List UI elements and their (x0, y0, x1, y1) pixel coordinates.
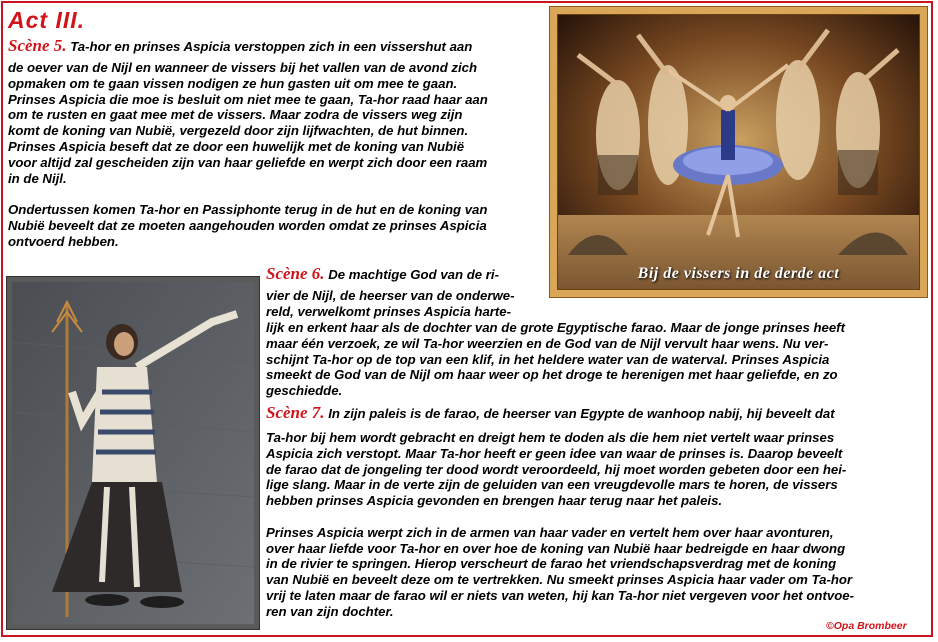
scene5-line: Nubië beveelt dat ze moeten aangehouden worden omdat ze prinses Aspicia (8, 217, 487, 233)
scene6-line: smeekt de God van de Nijl om haar weer op het droge te herenigen met haar geliefde, en zo (266, 367, 838, 383)
scene7-line: Aspicia zich verstopt. Maar Ta-hor heeft er geen idee van waar de prinses is. Daarop beveelt (266, 445, 843, 461)
scene7-line: hebben prinses Aspicia gevonden en brengen haar terug naar het paleis. (266, 493, 723, 509)
scene5-label: Scène 5. (8, 36, 67, 55)
scene6-line: geschiedde. (266, 383, 343, 399)
scene5-line-0: Ta-hor en prinses Aspicia verstoppen zich in een vissershut aan (70, 39, 473, 54)
scene6-text (266, 320, 845, 399)
copyright-text: ©Opa Brombeer (826, 620, 907, 632)
scene7-line: vrij te laten maar de farao wil er niets van weten, hij kan Ta-hor niet vergeven voor het ontvoe- (266, 587, 854, 603)
scene6-first-text: De machtige God van de ri- (328, 267, 499, 282)
ballet-photo (549, 6, 928, 298)
scene7-line: ren van zijn dochter. (266, 603, 394, 619)
scene5-line: in de Nijl. (8, 170, 67, 186)
scene5-line (8, 186, 488, 202)
scene5-line: opmaken om te gaan vissen nodigen ze hun gasten uit om mee te gaan. (8, 75, 458, 91)
scene5-line: Ondertussen komen Ta-hor en Passiphonte terug in de hut en de koning van (8, 202, 488, 218)
scene7-first-text: In zijn paleis is de farao, de heerser van Egypte de wanhoop nabij, hij beveelt dat (328, 406, 835, 421)
scene7-label: Scène 7. (266, 403, 325, 422)
scene6-first-line (266, 266, 499, 283)
scene7-line: de farao dat de jongeling ter dood wordt veroordeeld, hij moet worden gebeten door een hei- (266, 461, 847, 477)
scene5-line: om te rusten en gaat mee met de vissers. Maar zodra de vissers weg zijn (8, 107, 463, 123)
scene5-line: de oever van de Nijl en wanneer de vissers bij het vallen van de avond zich (8, 60, 478, 75)
scene6-line: maar één verzoek, ze wil Ta-hor weerzien en de God van de Nijl vervult haar wens. Nu ver- (266, 335, 829, 351)
scene6-label: Scène 6. (266, 264, 325, 283)
scene7-first-line (266, 405, 835, 422)
scene5-text (8, 60, 488, 250)
scene6-line: lijk en erkent haar als de dochter van de grote Egyptische farao. Maar de jonge prinses heeft (266, 320, 845, 335)
scene5-line: voor altijd zal gescheiden zijn van haar geliefde en werpt zich door een raam (8, 154, 488, 170)
scene7-line: over haar liefde voor Ta-hor en over hoe de koning van Nubië haar bedreigde en haar dwong (266, 540, 846, 556)
scene7-line: Ta-hor bij hem wordt gebracht en dreigt hem te doden als die hem niet vertelt waar prinses (266, 430, 835, 445)
scene6-line: reld, verwelkomt prinses Aspicia harte- (266, 303, 512, 319)
scene7-line: in de rivier te springen. Hierop verscheurt de farao het vriendschapsverdrag met de koning (266, 556, 837, 572)
scene7-line: lige slang. Maar in de verte zijn de geluiden van een vreugdevolle mars te horen, de vissers (266, 477, 838, 493)
scene5-line: Prinses Aspicia die moe is besluit om niet mee te gaan, Ta-hor raad haar aan (8, 91, 488, 107)
photo-caption: Bij de vissers in de derde act (637, 265, 840, 282)
god-of-nile-photo (6, 276, 260, 630)
scene7-line: van Nubië en beveelt deze om te vertrekken. Nu smeekt prinses Aspicia haar vader om Ta-hor (266, 572, 853, 588)
scene5-line: ontvoerd hebben. (8, 233, 119, 249)
scene6-line: schijnt Ta-hor op de top van een klif, in het heldere water van de waterval. Prinses Aspicia (266, 351, 830, 367)
scene6-narrow-text (266, 288, 514, 320)
scene7-line: Prinses Aspicia werpt zich in de armen van haar vader en vertelt hem over haar avonturen, (266, 524, 834, 540)
scene7-text (266, 430, 854, 620)
scene5-first-line (8, 38, 472, 55)
ballet-scene-image (558, 15, 920, 290)
god-of-nile-image (12, 282, 254, 624)
scene7-line (266, 509, 854, 525)
scene6-line: vier de Nijl, de heerser van de onderwe- (266, 288, 515, 303)
scene5-line: Prinses Aspicia beseft dat ze door een huwelijk met de koning van Nubië (8, 138, 465, 154)
act-title: Act III. (8, 7, 86, 33)
scene5-line: komt de koning van Nubië, vergezeld door zijn lijfwachten, de hut binnen. (8, 123, 469, 139)
